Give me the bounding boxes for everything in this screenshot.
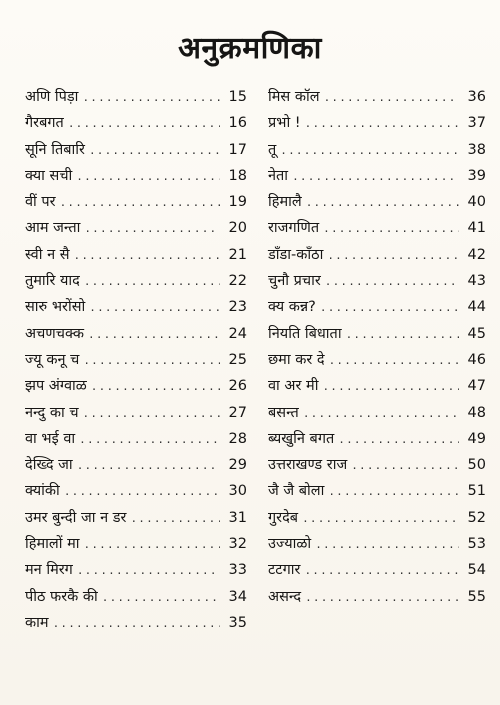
index-entry — [268, 270, 486, 296]
entry-page-number: 17 — [228, 141, 247, 158]
index-entry — [268, 559, 486, 585]
dot-leader — [84, 538, 220, 551]
dot-leader — [88, 328, 220, 341]
entry-page-number: 41 — [467, 220, 486, 237]
entry-page-number: 18 — [228, 167, 247, 184]
dot-leader — [77, 459, 220, 472]
index-entry — [268, 349, 486, 375]
dot-leader — [89, 301, 220, 314]
index-entry — [25, 139, 247, 165]
entry-page-number: 15 — [228, 89, 247, 105]
index-entry — [268, 375, 486, 401]
index-entry — [25, 349, 247, 375]
dot-leader — [91, 380, 220, 393]
index-entry — [25, 191, 247, 217]
dot-leader — [305, 591, 459, 604]
index-entry — [25, 533, 247, 559]
entry-page-number: 55 — [467, 588, 486, 605]
entry-page-number: 16 — [228, 115, 247, 132]
dot-leader — [304, 564, 459, 577]
entry-page-number: 21 — [228, 246, 247, 263]
entry-title: वा अर मी — [268, 378, 319, 395]
entry-title: जै जै बोला — [268, 483, 325, 500]
entry-title: स्वी न सै — [25, 246, 70, 263]
page-title: अनुक्रमणिका — [178, 31, 322, 66]
entry-page-number: 43 — [467, 273, 486, 290]
entry-page-number: 54 — [467, 562, 486, 579]
dot-leader — [303, 407, 459, 420]
entry-title: नेता — [268, 167, 289, 184]
dot-leader — [306, 196, 459, 209]
dot-leader — [130, 512, 220, 525]
entry-page-number: 24 — [228, 325, 247, 342]
dot-leader — [74, 249, 220, 262]
entry-title: बसन्त — [268, 404, 299, 421]
index-entry — [268, 428, 486, 454]
index-entry — [268, 454, 486, 480]
dot-leader — [325, 275, 459, 288]
index-entry — [25, 217, 247, 243]
dot-leader — [346, 328, 459, 341]
entry-title: क्य कन्न? — [268, 299, 316, 316]
entry-title: नियति बिधाता — [268, 325, 342, 342]
dot-leader — [327, 249, 459, 262]
dot-leader — [83, 354, 220, 367]
entry-title: झप अंग्वाळ — [25, 378, 87, 395]
dot-leader — [302, 512, 459, 525]
index-entry — [268, 165, 486, 191]
dot-leader — [76, 170, 220, 183]
entry-title: देख्दि जा — [25, 457, 73, 474]
entry-page-number: 26 — [228, 378, 247, 395]
dot-leader — [305, 117, 459, 130]
entry-title: डाँडा-काँठा — [268, 246, 324, 263]
index-entry — [268, 296, 486, 322]
entry-title: वा भई वा — [25, 430, 76, 447]
left-index-column — [25, 86, 247, 638]
entry-page-number: 28 — [228, 430, 247, 447]
entry-page-number: 23 — [228, 299, 247, 316]
entry-title: हिमालों मा — [25, 536, 80, 553]
dot-leader — [329, 354, 459, 367]
index-entry — [25, 428, 247, 454]
entry-page-number: 52 — [467, 509, 486, 526]
entry-title: असन्द — [268, 588, 302, 605]
index-entry — [268, 244, 486, 270]
dot-leader — [83, 407, 220, 420]
dot-leader — [338, 433, 459, 446]
index-entry — [268, 507, 486, 533]
entry-title: ज्यू कनू च — [25, 351, 80, 368]
index-entry — [25, 454, 247, 480]
index-entry — [268, 323, 486, 349]
index-entry — [25, 323, 247, 349]
index-entry — [25, 86, 247, 112]
entry-title: आम जन्ता — [25, 220, 81, 237]
dot-leader — [315, 538, 459, 551]
index-entry — [268, 217, 486, 243]
dot-leader — [89, 144, 220, 157]
entry-page-number: 22 — [228, 273, 247, 290]
entry-title: नन्दु का च — [25, 404, 79, 421]
entry-page-number: 44 — [467, 299, 486, 316]
index-entry — [25, 402, 247, 428]
dot-leader — [320, 301, 459, 314]
index-entry — [268, 86, 486, 112]
entry-title: टटगार — [268, 562, 301, 579]
index-entry — [25, 270, 247, 296]
dot-leader — [84, 275, 220, 288]
entry-page-number: 42 — [467, 246, 486, 263]
entry-page-number: 45 — [467, 325, 486, 342]
dot-leader — [60, 196, 220, 209]
index-entry — [25, 507, 247, 533]
entry-page-number: 30 — [228, 483, 247, 500]
entry-page-number: 33 — [228, 562, 247, 579]
dot-leader — [322, 380, 459, 393]
entry-title: मिस कॉल — [268, 89, 320, 105]
right-index-column — [268, 86, 486, 612]
index-entry — [268, 112, 486, 138]
index-entry — [268, 139, 486, 165]
entry-title: चुनौ प्रचार — [268, 273, 321, 290]
entry-page-number: 32 — [228, 536, 247, 553]
index-entry — [25, 112, 247, 138]
dot-leader — [351, 459, 459, 472]
entry-title: गुरदेब — [268, 509, 299, 526]
entry-title: अणि पिड़ा — [25, 89, 79, 105]
entry-page-number: 53 — [467, 536, 486, 553]
entry-title: तू — [268, 141, 277, 158]
index-entry — [25, 612, 247, 638]
entry-title: काम — [25, 614, 49, 631]
entry-page-number: 47 — [467, 378, 486, 395]
entry-page-number: 50 — [467, 457, 486, 474]
entry-page-number: 39 — [467, 167, 486, 184]
entry-title: ब्यखुनि बगत — [268, 430, 335, 447]
entry-page-number: 38 — [467, 141, 486, 158]
entry-title: पीठ फरकै की — [25, 588, 98, 605]
dot-leader — [328, 485, 459, 498]
entry-title: उत्तराखण्ड राज — [268, 457, 348, 474]
index-entry — [25, 296, 247, 322]
entry-page-number: 31 — [228, 509, 247, 526]
index-entry — [268, 480, 486, 506]
entry-title: सारु भरोंसो — [25, 299, 86, 316]
index-entry — [268, 402, 486, 428]
entry-title: छमा कर दे — [268, 351, 325, 368]
entry-page-number: 19 — [228, 194, 247, 211]
entry-title: उमर बुन्दी जा न डर — [25, 509, 127, 526]
index-entry — [25, 165, 247, 191]
dot-leader — [292, 170, 459, 183]
entry-title: गैरबगत — [25, 115, 64, 132]
entry-title: सूनि तिबारि — [25, 141, 85, 158]
entry-page-number: 36 — [467, 89, 486, 105]
dot-leader — [102, 591, 220, 604]
entry-title: वीं पर — [25, 194, 56, 211]
dot-leader — [64, 485, 220, 498]
entry-title: क्यांकी — [25, 483, 60, 500]
entry-page-number: 35 — [228, 614, 247, 631]
entry-title: हिमालै — [268, 194, 302, 211]
dot-leader — [79, 433, 220, 446]
dot-leader — [280, 144, 459, 157]
index-entry — [25, 480, 247, 506]
dot-leader — [68, 117, 220, 130]
entry-title: प्रभो ! — [268, 115, 301, 132]
entry-title: तुमारि याद — [25, 273, 80, 290]
entry-page-number: 34 — [228, 588, 247, 605]
entry-page-number: 40 — [467, 194, 486, 211]
index-entry — [25, 375, 247, 401]
dot-leader — [324, 91, 459, 104]
entry-title: उज्याळो — [268, 536, 312, 553]
entry-page-number: 20 — [228, 220, 247, 237]
entry-title: राजगणित — [268, 220, 320, 237]
entry-page-number: 29 — [228, 457, 247, 474]
entry-title: क्या सची — [25, 167, 73, 184]
entry-page-number: 25 — [228, 351, 247, 368]
entry-page-number: 27 — [228, 404, 247, 421]
entry-page-number: 37 — [467, 115, 486, 132]
entry-title: अचणचक्क — [25, 325, 85, 342]
index-entry — [268, 191, 486, 217]
entry-page-number: 51 — [467, 483, 486, 500]
dot-leader — [84, 222, 220, 235]
dot-leader — [323, 222, 459, 235]
dot-leader — [82, 91, 220, 104]
dot-leader — [77, 564, 220, 577]
dot-leader — [53, 617, 220, 630]
entry-page-number: 46 — [467, 351, 486, 368]
index-entry — [25, 586, 247, 612]
entry-page-number: 49 — [467, 430, 486, 447]
index-entry — [268, 533, 486, 559]
index-entry — [25, 244, 247, 270]
entry-page-number: 48 — [467, 404, 486, 421]
index-entry — [268, 586, 486, 612]
index-entry — [25, 559, 247, 585]
entry-title: मन मिरग — [25, 562, 73, 579]
